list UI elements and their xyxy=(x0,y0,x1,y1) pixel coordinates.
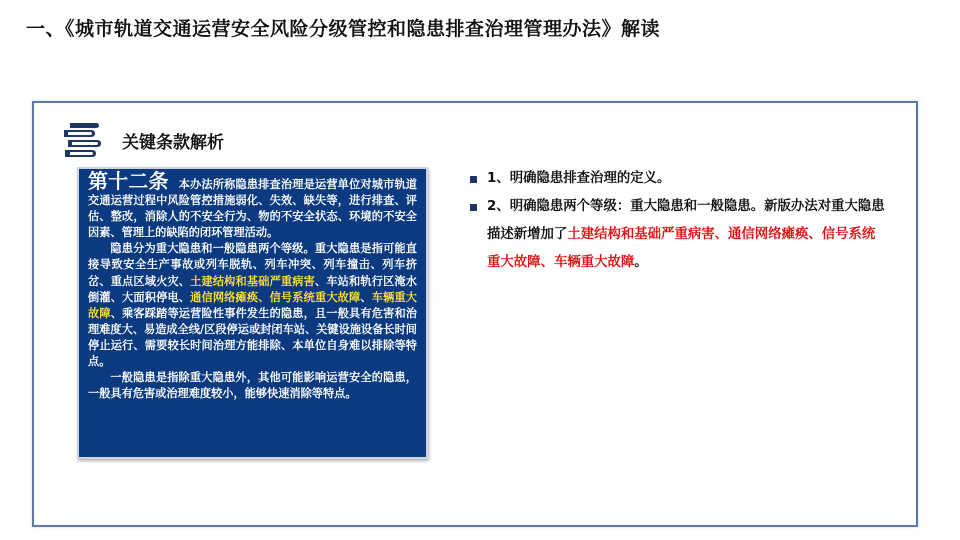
article-para-1 xyxy=(88,169,417,241)
highlight-comm-signal: 通信网络瘫痪、信号系统重大故障 xyxy=(190,290,361,304)
content-frame xyxy=(32,101,918,527)
point-2-text-a: 2、明确隐患两个等级：重大隐患和一般隐患。新版办法对重大隐患描述新增加了 xyxy=(487,199,885,242)
square-bullet-icon xyxy=(470,176,477,183)
article-para-2 xyxy=(88,241,417,370)
point-2-text-b: 。 xyxy=(634,255,648,270)
square-bullet-icon xyxy=(470,204,477,211)
article-number: 第十二条 xyxy=(88,169,169,193)
article-para-1-text: 本办法所称隐患排查治理是运营单位对城市轨道交通运营过程中风险管控措施弱化、失效、缺失等，进行排查、评估、整改，消除人的不安全行为、物的不安全状态、环境的不安全因素、管理上的缺陷的闭环管理活动。 xyxy=(88,178,417,240)
section-title: 关键条款解析 xyxy=(122,133,224,153)
article-para-2-text-a: 隐患分为重大隐患和一般隐患两个等级。重大隐患是指可能直接导致安全生产事故或列车脱轨、列车冲突、列车撞击、列车挤岔、重点区域火灾、 xyxy=(88,242,417,288)
article-para-2-text-b: 、车站和轨行区淹水倒灌、大面积停电、 xyxy=(88,274,417,304)
page-title: 一、《城市轨道交通运营安全风险分级管控和隐患排查治理管理办法》解读 xyxy=(26,18,661,40)
article-para-3: 一般隐患是指除重大隐患外，其他可能影响运营安全的隐患，一般具有危害或治理难度较小，能够快速消除等特点。 xyxy=(88,371,417,401)
highlight-structure-disease: 土建结构和基础严重病害 xyxy=(190,274,315,288)
stacked-books-icon xyxy=(62,123,102,157)
key-points-list xyxy=(468,165,888,277)
list-item xyxy=(468,165,888,193)
article-card xyxy=(77,167,428,459)
point-2-text xyxy=(487,193,888,277)
list-item xyxy=(468,193,888,277)
article-para-2-text-c: 、 xyxy=(360,290,372,304)
highlight-vehicle-fault: 车辆重大故障 xyxy=(88,290,417,320)
point-1-text: 1、明确隐患排查治理的定义。 xyxy=(487,171,671,186)
point-2-highlight: 土建结构和基础严重病害、通信网络瘫痪、信号系统重大故障、车辆重大故障 xyxy=(487,227,876,270)
article-para-2-text-d: 、乘客踩踏等运营险性事件发生的隐患，且一般具有危害和治理难度大、易造成全线/区段停运或封闭车站、关键设施设备长时间停止运行、需要较长时间治理方能排除、本单位自身难以排除等特点。 xyxy=(88,306,417,369)
